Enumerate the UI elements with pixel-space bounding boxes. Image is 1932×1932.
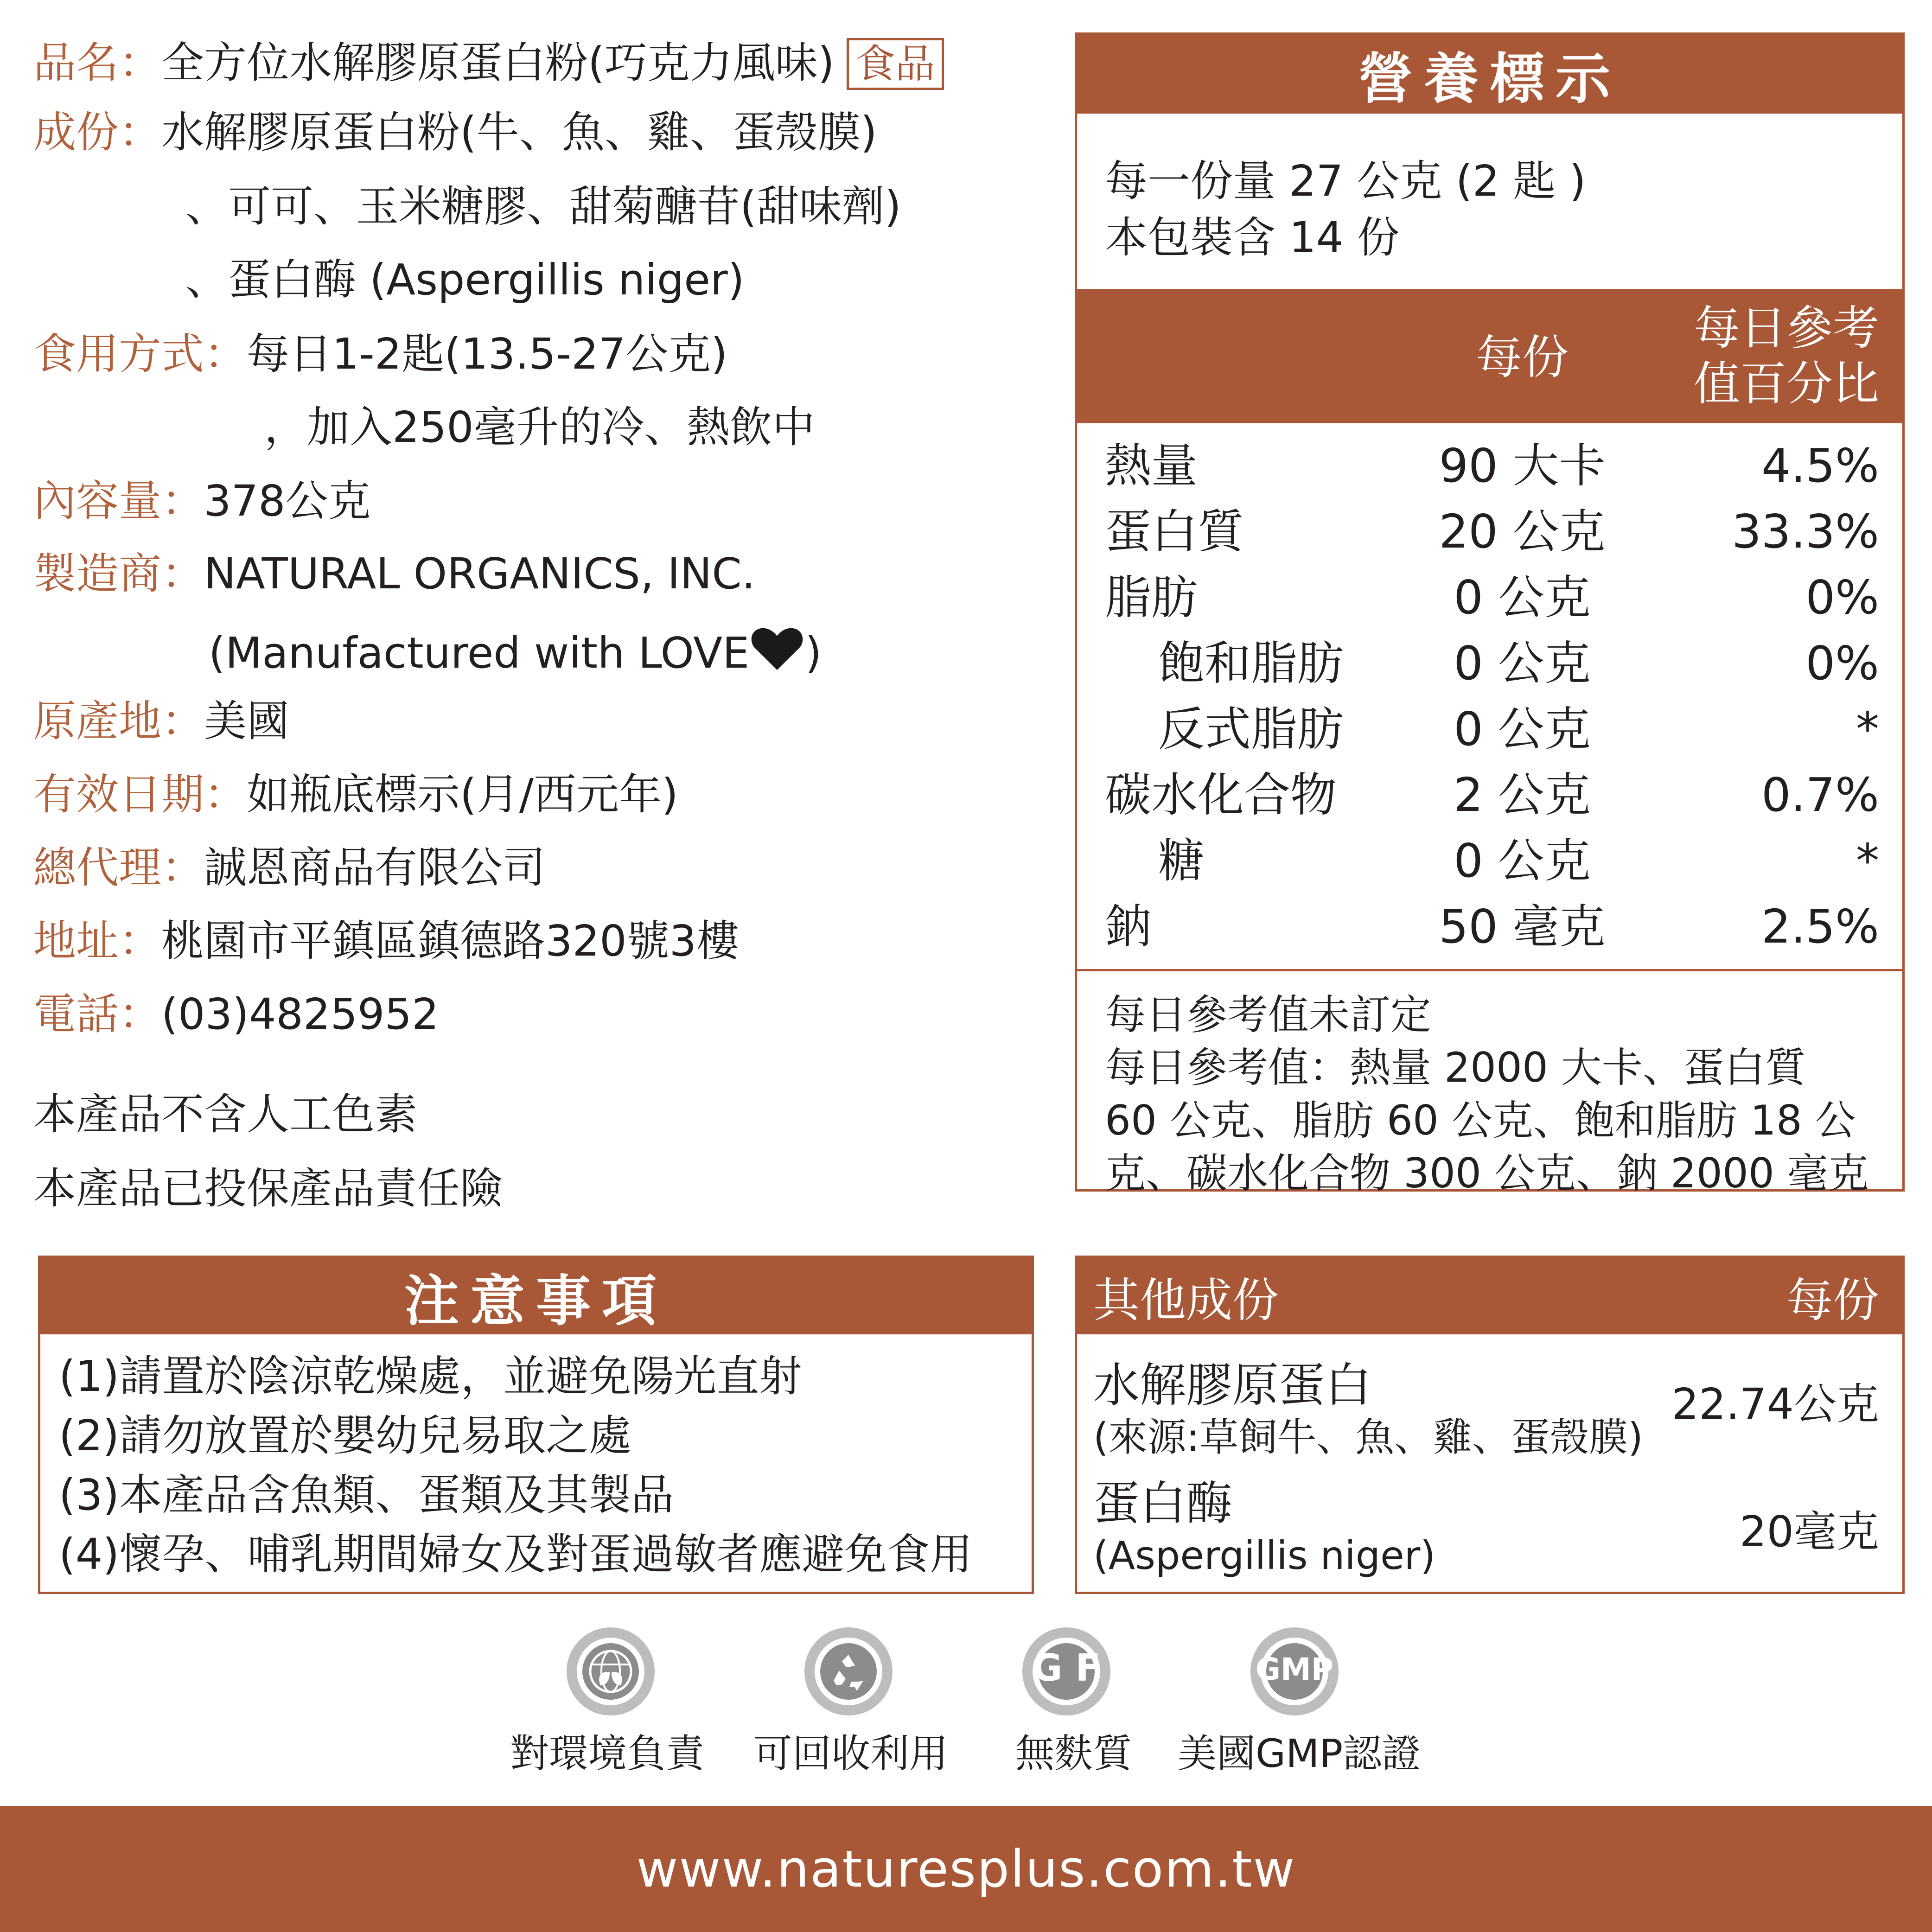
nutrient-name: 碳水化合物: [1105, 768, 1337, 822]
nutrient-amount: 0 公克: [1454, 702, 1591, 756]
collagen-name: 水解膠原蛋白: [1093, 1358, 1371, 1412]
nutrient-row: [1077, 829, 1902, 894]
maker-tagline: [209, 626, 822, 678]
gluten-free-icon: [1022, 1627, 1110, 1715]
note-item: (3)本產品含魚類、蛋類及其製品: [59, 1470, 674, 1520]
origin-label: 原產地：: [33, 696, 204, 746]
note-item: (2)請勿放置於嬰幼兒易取之處: [59, 1411, 631, 1460]
maker-row: [33, 549, 755, 599]
other-ingredients-title: 其他成份: [1093, 1273, 1279, 1327]
origin-row: [33, 696, 290, 746]
maker-tagline-end: ): [805, 628, 822, 678]
nutrient-percent: 0%: [1805, 570, 1879, 625]
food-tag-badge: 食品: [847, 38, 944, 90]
collagen-source: (來源:草飼牛、魚、雞、蛋殼膜): [1093, 1415, 1643, 1460]
website-link[interactable]: www.naturesplus.com.tw: [636, 1839, 1296, 1899]
nutrient-row: [1077, 697, 1902, 763]
nutrient-name: 糖: [1158, 834, 1205, 888]
badge-label: 對環境負責: [510, 1731, 705, 1776]
nutrition-column-header: [1077, 289, 1902, 423]
nutrient-percent: 0%: [1805, 636, 1879, 690]
agent-row: [33, 843, 546, 893]
ingredients-line-2: 、可可、玉米糖膠、甜菊醣苷(甜味劑): [185, 182, 901, 231]
content-label: 內容量：: [33, 476, 204, 526]
col-daily-value-2: 值百分比: [1694, 357, 1879, 411]
collagen-amount: 22.74公克: [1671, 1379, 1879, 1429]
other-ingredients-panel: [1075, 1256, 1905, 1594]
claim-insurance: 本產品已投保產品責任險: [33, 1164, 503, 1213]
nutrient-name: 脂肪: [1105, 570, 1198, 625]
nutrition-panel: [1075, 32, 1905, 1197]
notes-panel: [38, 1256, 1034, 1594]
nutrient-row: [1077, 565, 1902, 631]
nutrient-row: [1077, 631, 1902, 697]
product-name-row: [33, 38, 944, 90]
footnote-dv-line-2: 60 公克、脂肪 60 公克、飽和脂肪 18 公: [1105, 1097, 1856, 1144]
recycle-icon: [804, 1627, 893, 1715]
badge-label: 可回收利用: [753, 1731, 949, 1776]
note-item: (1)請置於陰涼乾燥處，並避免陽光直射: [59, 1352, 802, 1401]
gmp-mark: GMP: [1255, 1651, 1334, 1687]
nutrient-percent: *: [1856, 702, 1879, 756]
agent-value: 誠恩商品有限公司: [204, 843, 546, 893]
gmp-icon: [1250, 1627, 1339, 1715]
agent-label: 總代理：: [33, 843, 204, 893]
nutrient-amount: 0 公克: [1454, 636, 1591, 690]
footnote-dv-undefined: 每日參考值未訂定: [1105, 991, 1432, 1039]
nutrient-name: 反式脂肪: [1158, 702, 1344, 756]
content-value: 378公克: [204, 476, 371, 526]
badge-label: 美國GMP認證: [1178, 1731, 1421, 1776]
nutrient-percent: 0.7%: [1761, 768, 1879, 822]
nutrient-amount: 0 公克: [1454, 834, 1591, 888]
nutrient-percent: 33.3%: [1732, 504, 1879, 559]
content-row: [33, 476, 371, 526]
usage-label: 食用方式：: [33, 329, 247, 379]
usage-row: [33, 329, 728, 379]
footnote-dv-line-3: 克、碳水化合物 300 公克、鈉 2000 毫克: [1105, 1149, 1869, 1197]
nutrient-percent: 4.5%: [1761, 439, 1879, 493]
phone-label: 電話：: [33, 989, 162, 1039]
expiry-value: 如瓶底標示(月/西元年): [247, 770, 678, 819]
product-name: 全方位水解膠原蛋白粉(巧克力風味): [161, 38, 835, 88]
servings-per-pack: 本包裝含 14 份: [1105, 213, 1400, 262]
nutrient-amount: 0 公克: [1454, 570, 1591, 625]
ingredients-label: 成份：: [33, 108, 162, 157]
maker-tagline-text: (Manufactured with LOVE: [209, 628, 750, 678]
usage-line-2: ，加入250毫升的冷、熱飲中: [264, 402, 815, 452]
nutrient-name: 飽和脂肪: [1158, 636, 1344, 690]
address-value: 桃園市平鎮區鎮德路320號3樓: [161, 916, 740, 966]
ingredients-line-3: 、蛋白酶 (Aspergillis niger): [185, 255, 745, 305]
col-daily-value-1: 每日參考: [1694, 301, 1879, 355]
nutrient-row: [1077, 434, 1902, 499]
notes-title: 注意事項: [40, 1258, 1032, 1334]
footnote-dv-line-1: 每日參考值：熱量 2000 大卡、蛋白質: [1105, 1044, 1806, 1091]
nutrient-amount: 50 毫克: [1439, 899, 1606, 954]
maker-name: NATURAL ORGANICS, INC.: [204, 549, 755, 599]
product-name-label: 品名：: [33, 38, 162, 88]
claim-no-color: 本產品不含人工色素: [33, 1090, 418, 1139]
nutrition-divider: [1077, 969, 1902, 971]
expiry-label: 有效日期：: [33, 770, 247, 819]
gluten-free-mark: G F: [1032, 1646, 1101, 1690]
protease-source: (Aspergillis niger): [1093, 1533, 1436, 1578]
phone-value: (03)4825952: [161, 989, 439, 1039]
other-ingredients-col: 每份: [1786, 1273, 1879, 1327]
nutrient-name: 熱量: [1105, 439, 1198, 493]
nutrient-percent: 2.5%: [1761, 899, 1879, 954]
expiry-row: [33, 770, 678, 819]
serving-size: 每一份量 27 公克 (2 匙 ): [1105, 156, 1586, 206]
address-row: [33, 916, 740, 966]
nutrient-row: [1077, 894, 1902, 960]
col-per-serving: 每份: [1476, 330, 1569, 384]
other-ingredients-header: [1077, 1258, 1902, 1334]
nutrient-amount: 2 公克: [1454, 768, 1591, 822]
protease-name: 蛋白酶: [1093, 1476, 1232, 1530]
protease-amount: 20毫克: [1739, 1507, 1879, 1556]
heart-icon: [749, 626, 805, 672]
nutrient-name: 蛋白質: [1105, 504, 1244, 559]
address-label: 地址：: [33, 916, 162, 966]
nutrition-title: 營養標示: [1077, 35, 1902, 114]
footer-bar: [0, 1806, 1932, 1932]
nutrient-row: [1077, 763, 1902, 829]
nutrient-amount: 20 公克: [1439, 504, 1606, 559]
maker-label: 製造商：: [33, 549, 204, 599]
nutrient-amount: 90 大卡: [1439, 439, 1606, 493]
globe-leaf-icon: [567, 1627, 655, 1715]
usage-line-1: 每日1-2匙(13.5-27公克): [247, 329, 728, 379]
ingredients-line-1: 水解膠原蛋白粉(牛、魚、雞、蛋殼膜): [161, 108, 877, 157]
nutrient-name: 鈉: [1105, 899, 1151, 954]
note-item: (4)懷孕、哺乳期間婦女及對蛋過敏者應避免食用: [59, 1530, 973, 1579]
origin-value: 美國: [204, 696, 290, 746]
phone-row: [33, 989, 439, 1039]
nutrient-row: [1077, 499, 1902, 565]
ingredients-row: [33, 108, 877, 157]
nutrient-percent: *: [1856, 834, 1879, 888]
badge-label: 無麩質: [1015, 1731, 1133, 1776]
